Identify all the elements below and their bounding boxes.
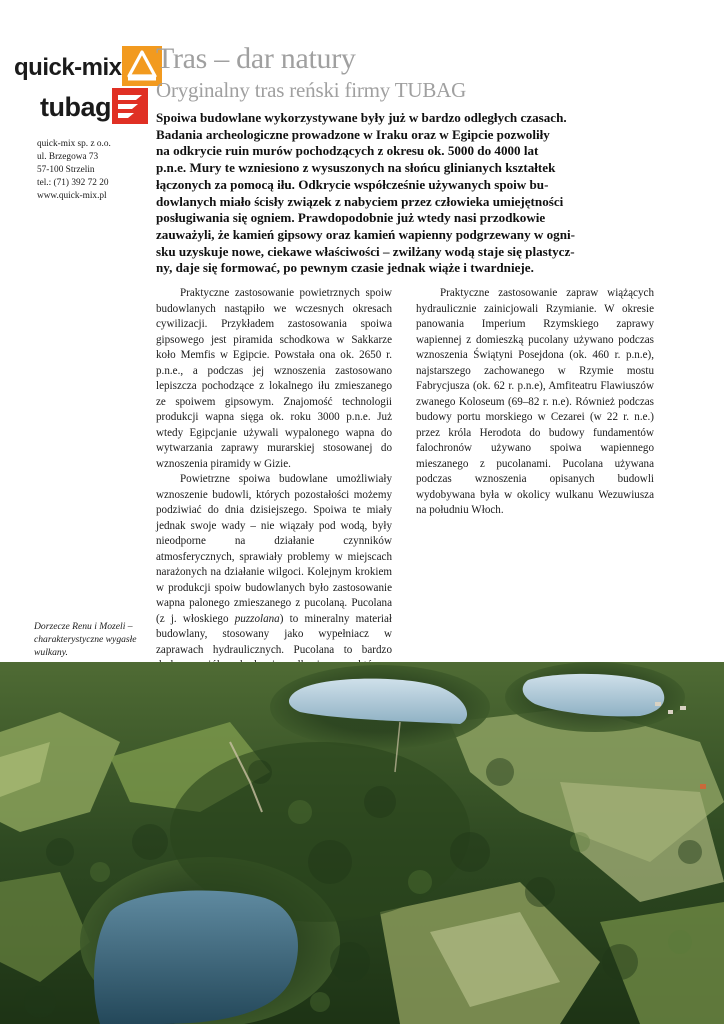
address-web: www.quick-mix.pl (37, 191, 107, 201)
body-paragraph: Praktyczne zastosowanie powietrznych spoiw budowlanych nastąpiło we wczesnych okresach cywilizacji. Przykładem zastosowania spoiwa gipsowego jest piramida schodkowa w Sakkarze koło Memfis w Egipcie. Powstała ona ok. 2650 r. p.n.e., a podczas jej wznoszenia zastosowano lepiszcza pochodzące z lokalnego iłu zmieszanego ze spoiwem gipsowym. Znajomość technologii produkcji wapna sięga ok. roku 3000 p.n.e. Już wtedy Egipcjanie używali wypalonego wapna do wytwarzania zaprawy murarskiej stosowanej do wznoszenia piramidy w Gizie. (156, 287, 392, 470)
address-phone: tel.: (71) 392 72 20 (37, 178, 109, 188)
lead-line: ny, daje się formować, po pewnym czasie jednak wiąże i twardnieje. (156, 260, 534, 276)
lead-line: p.n.e. Mury te wzniesiono z wysuszonych na słońcu glinianych kształtek (156, 160, 556, 176)
body-column-right (416, 286, 654, 519)
lead-line: na odkrycie ruin murów pochodzących z okresu ok. 5000 do 4000 lat (156, 143, 539, 159)
address-street: ul. Brzegowa 73 (37, 152, 99, 162)
body-text: Powietrzne spoiwa budowlane umożliwiały wznoszenie budowli, których pozostałości możemy podziwiać do dnia dzisiejszego. Spoiwa te miały jednak swoje wady – nie wiązały pod wodą, były nieodporne na działanie czynników atmosferycznych, sprawiały problemy w miejscach narażonych na działanie wilgoci. Kolejnym krokiem w produkcji spoiw budowlanych było zastosowanie wapna palonego zmieszanego z pucolaną. Pucolana (z j. włoskiego (156, 473, 392, 625)
company-address (37, 138, 149, 203)
lead-line: Spoiwa budowlane wykorzystywane były już w bardzo odległych czasach. (156, 110, 567, 125)
address-company: quick-mix sp. z o.o. (37, 139, 111, 149)
page-subtitle: Oryginalny tras reński firmy TUBAG (156, 78, 467, 102)
lead-paragraph (156, 110, 650, 277)
lead-line: sku uzyskuje nowe, ciekawe właściwości – zwilżany wodą staje się plastycz- (156, 243, 575, 259)
address-city: 57-100 Strzelin (37, 165, 95, 175)
photo-caption: Dorzecze Renu i Mozeli – charakterystyczne wygasłe wulkany. (34, 621, 137, 658)
body-paragraph: Praktyczne zastosowanie zapraw wiążących hydraulicznie zainicjowali Rzymianie. W okresie panowania Imperium Rzymskiego zaprawy wapiennej z domieszką pucolany używano podczas wznoszenia Świątyni Posejdona (ok. 460 r. p.n.e), najstarszego zachowanego w Rzymie mostu Fabrycjusza (ok. 62 r. p.n.e), Amfiteatru Flawiuszów zwanego Koloseum (69–82 r. n.e). Również podczas budowy portu morskiego w Cezarei (w 22 r. n.e.) przez króla Herodota do budowy fundamentów falochronów używano spoiwa wapiennego mieszanego z pucolanami. Pucolana używana podczas wznoszenia opisanych budowli wydobywana była w okolicy wulkanu Wezuwiusza na południu Włoch. (416, 287, 654, 516)
page-title: Tras – dar natury (156, 42, 356, 75)
tubag-wordmark: tubag (40, 92, 111, 122)
tubag-stripes-icon (112, 88, 148, 124)
quickmix-logo (14, 46, 148, 90)
lead-line: Badania archeologiczne prowadzone w Iraku oraz w Egipcie pozwoliły (156, 126, 550, 142)
aerial-photo-volcanic-lakes (0, 662, 724, 1024)
quickmix-wordmark: quick-mix (14, 54, 122, 81)
lead-line: zauważyli, że kamień gipsowy oraz kamień wapienny podgrzewany w ogni- (156, 226, 575, 242)
lead-line: posługiwania się ogniem. Prawdopodobnie już wtedy nasi przodkowie (156, 210, 546, 226)
italic-term: puzzolana (234, 612, 280, 625)
lead-line: dowlanych miało ścisły związek z nabyciem przez człowieka umiejętności (156, 193, 564, 209)
aerial-photo-illustration (0, 662, 724, 1024)
lead-line: łączonych za pomocą iłu. Odkrycie współcześnie używanych spoiw bu- (156, 176, 549, 192)
tubag-logo (40, 88, 150, 128)
body-text: ) to mineralny materiał budowlany, stosowany jako wypełniacz w zaprawach hydraulicznych. Pucolana to bardzo (156, 612, 392, 656)
